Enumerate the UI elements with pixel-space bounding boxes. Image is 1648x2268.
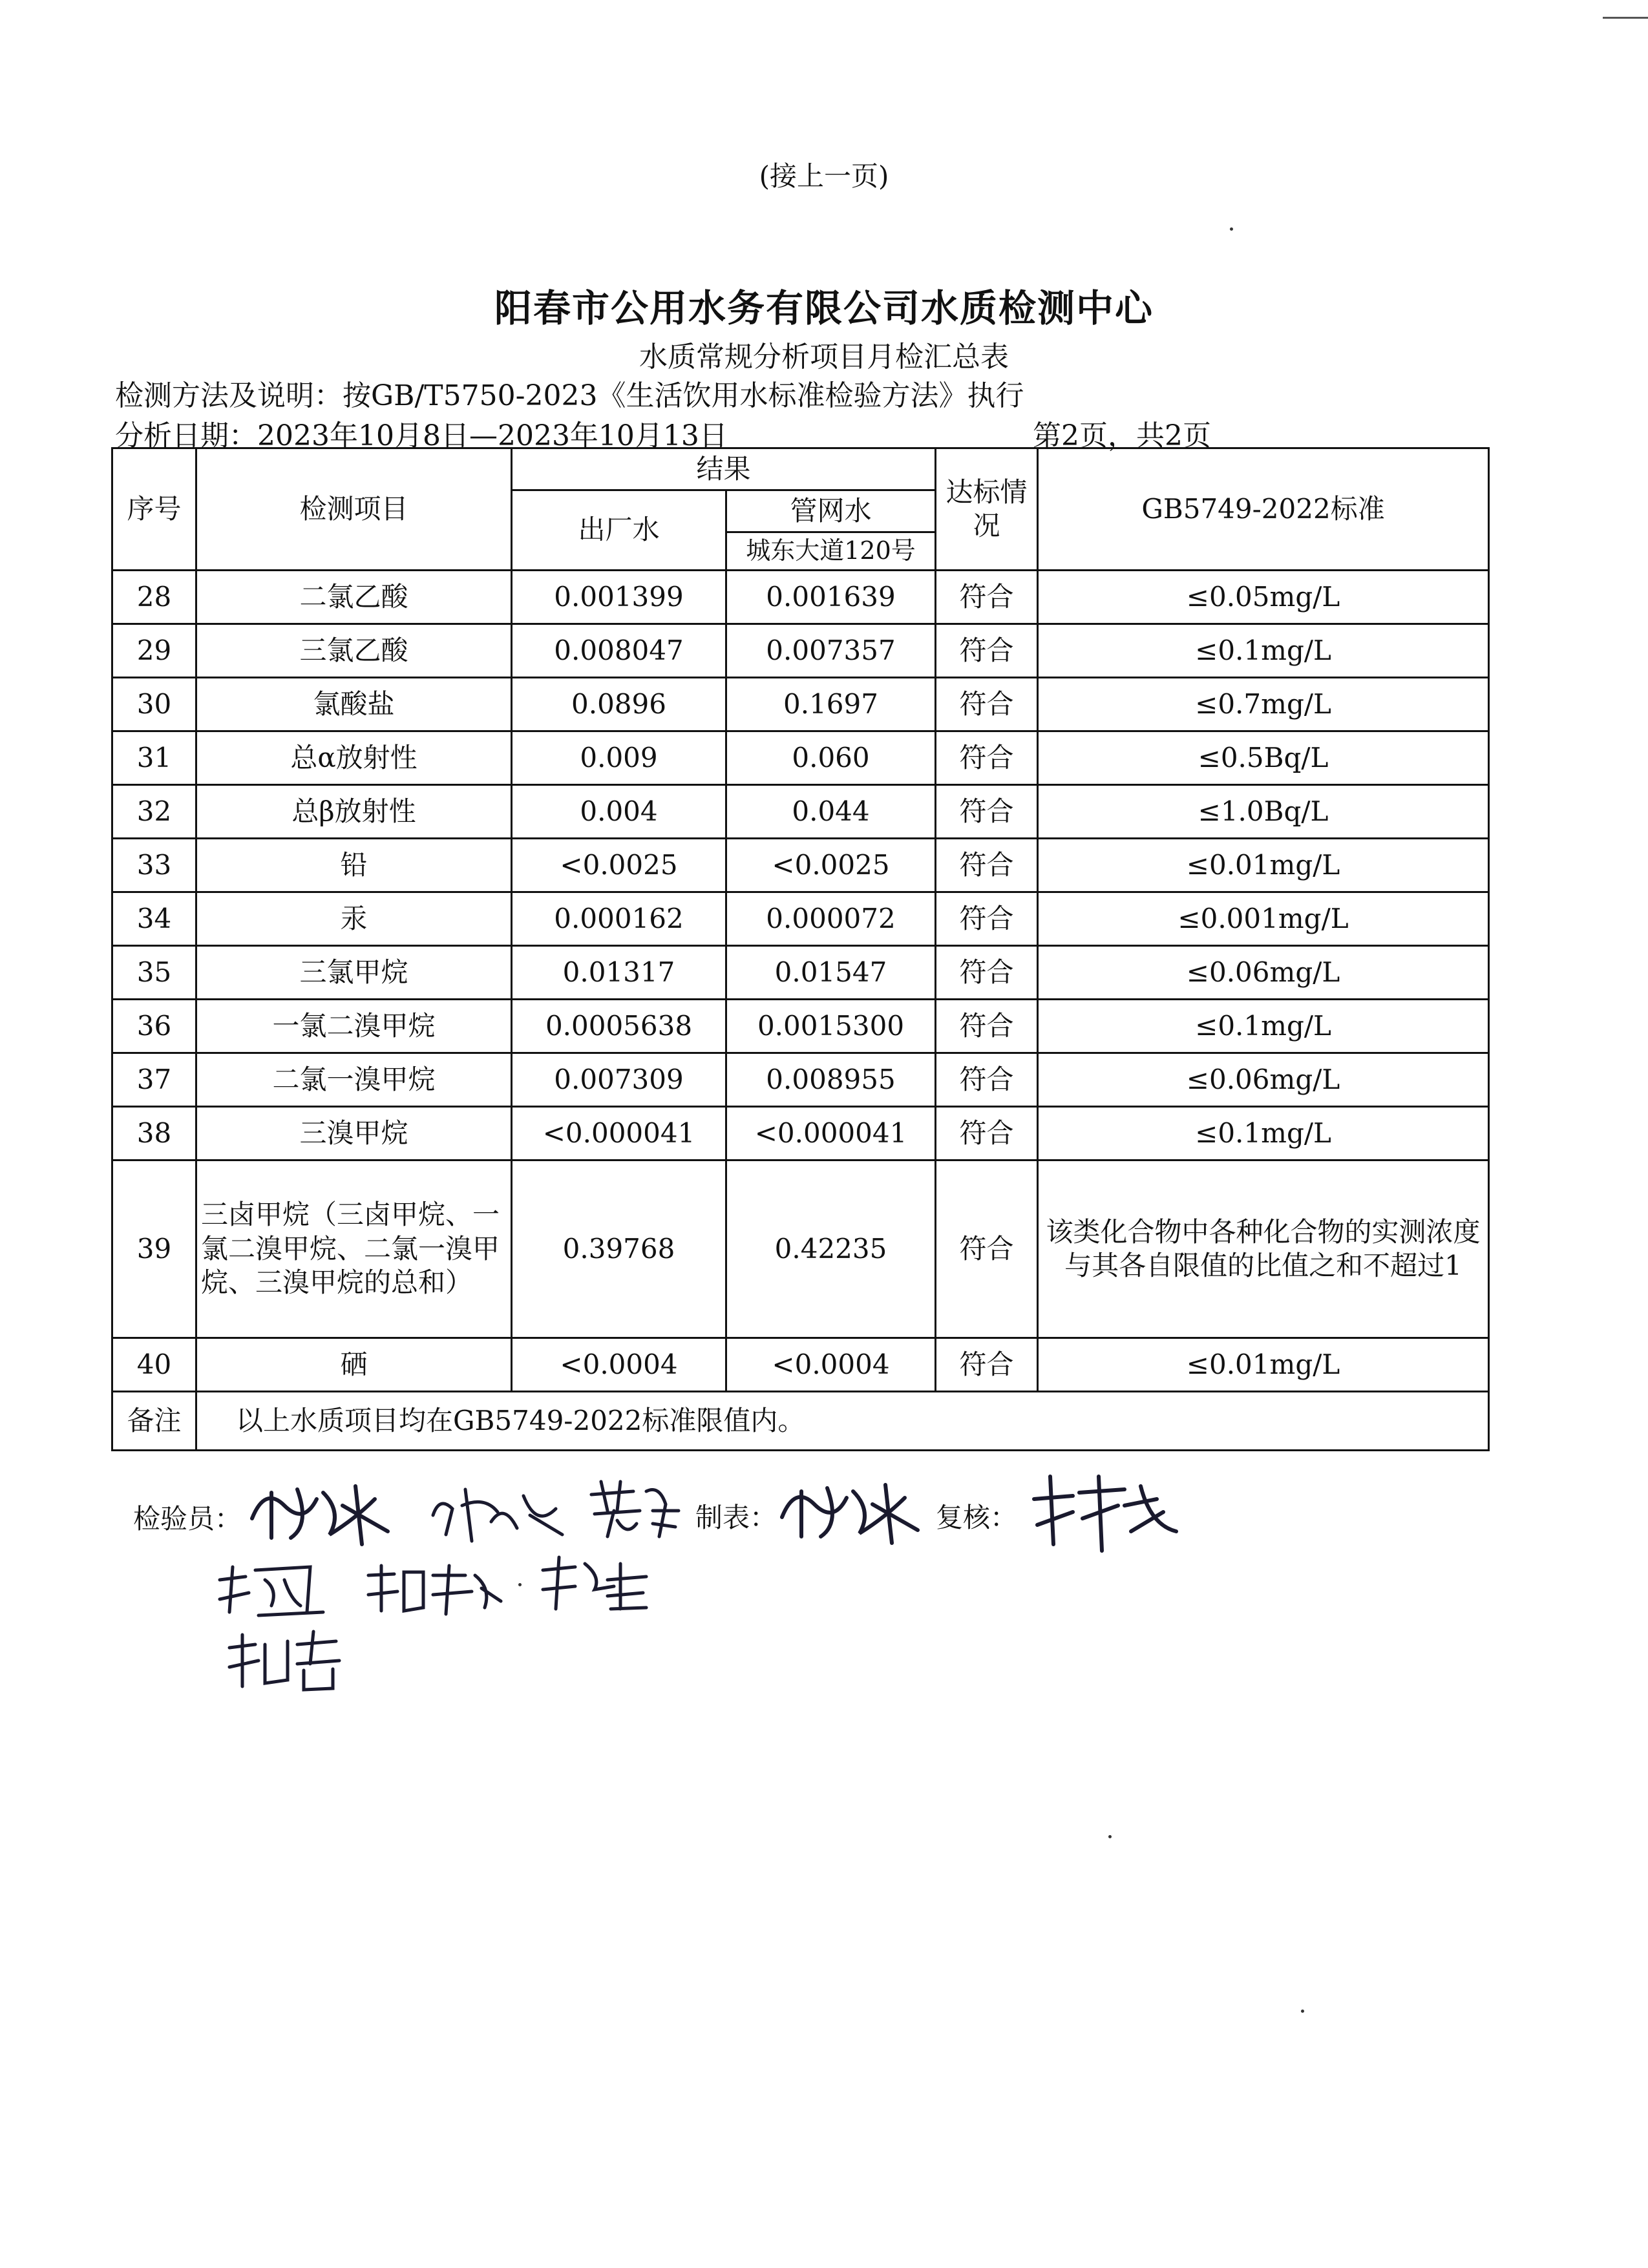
table-row — [112, 678, 1489, 731]
cell-factory-value: 0.009 — [512, 731, 726, 785]
inspector-label: 检验员： — [133, 1503, 242, 1535]
cell-factory-value: 0.008047 — [512, 624, 726, 678]
cell-standard: ≤0.1mg/L — [1038, 624, 1489, 678]
header-pipe-location: 城东大道120号 — [726, 532, 936, 571]
cell-factory-value: 0.01317 — [512, 946, 726, 1000]
cell-compliance: 符合 — [936, 839, 1038, 892]
dot-mark — [518, 1583, 522, 1586]
cell-factory-value: <0.0025 — [512, 839, 726, 892]
handwritten-signature — [536, 1551, 653, 1615]
table-row — [112, 1053, 1489, 1107]
table-row — [112, 892, 1489, 946]
cell-item: 硒 — [196, 1338, 512, 1392]
handwritten-signature — [246, 1473, 401, 1551]
page-title: 阳春市公用水务有限公司水质检测中心 — [494, 286, 1154, 330]
cell-factory-value: <0.000041 — [512, 1107, 726, 1160]
cell-pipe-value: <0.0025 — [726, 839, 936, 892]
cell-compliance: 符合 — [936, 1000, 1038, 1053]
continued-note: (接上一页) — [759, 160, 889, 192]
cell-standard: ≤0.06mg/L — [1038, 946, 1489, 1000]
cell-pipe-value: 0.1697 — [726, 678, 936, 731]
results-table — [111, 447, 1490, 1451]
cell-factory-value: <0.0004 — [512, 1338, 726, 1392]
cell-seq: 38 — [112, 1107, 196, 1160]
handwritten-signature — [213, 1554, 336, 1625]
cell-item: 总β放射性 — [196, 785, 512, 839]
cell-compliance: 符合 — [936, 1160, 1038, 1338]
table-row — [112, 731, 1489, 785]
cell-compliance: 符合 — [936, 624, 1038, 678]
cell-seq: 39 — [112, 1160, 196, 1338]
handwritten-signature — [223, 1625, 352, 1696]
cell-standard: ≤0.7mg/L — [1038, 678, 1489, 731]
page-subtitle: 水质常规分析项目月检汇总表 — [639, 341, 1009, 373]
cell-seq: 32 — [112, 785, 196, 839]
cell-pipe-value: 0.42235 — [726, 1160, 936, 1338]
cell-pipe-value: 0.007357 — [726, 624, 936, 678]
cell-compliance: 符合 — [936, 946, 1038, 1000]
header-standard: GB5749-2022标准 — [1038, 448, 1489, 571]
cell-pipe-value: 0.044 — [726, 785, 936, 839]
cell-pipe-value: 0.001639 — [726, 571, 936, 624]
header-compliance: 达标情况 — [936, 448, 1038, 571]
header-row — [112, 448, 1489, 490]
cell-factory-value: 0.0896 — [512, 678, 726, 731]
cell-compliance: 符合 — [936, 1053, 1038, 1107]
scan-speck — [1108, 1835, 1112, 1838]
notes-row — [112, 1392, 1489, 1451]
cell-item: 三溴甲烷 — [196, 1107, 512, 1160]
cell-seq: 37 — [112, 1053, 196, 1107]
cell-pipe-value: <0.000041 — [726, 1107, 936, 1160]
cell-pipe-value: 0.008955 — [726, 1053, 936, 1107]
cell-standard: ≤1.0Bq/L — [1038, 785, 1489, 839]
cell-item: 汞 — [196, 892, 512, 946]
cell-seq: 34 — [112, 892, 196, 946]
cell-compliance: 符合 — [936, 678, 1038, 731]
cell-standard: ≤0.06mg/L — [1038, 1053, 1489, 1107]
cell-factory-value: 0.000162 — [512, 892, 726, 946]
header-factory: 出厂水 — [512, 490, 726, 571]
table-row — [112, 1338, 1489, 1392]
cell-standard: ≤0.01mg/L — [1038, 1338, 1489, 1392]
table-row — [112, 1107, 1489, 1160]
table-row — [112, 839, 1489, 892]
handwritten-signature — [776, 1472, 931, 1549]
cell-compliance: 符合 — [936, 731, 1038, 785]
header-pipe: 管网水 — [726, 490, 936, 532]
cell-seq: 30 — [112, 678, 196, 731]
cell-factory-value: 0.001399 — [512, 571, 726, 624]
cell-factory-value: 0.39768 — [512, 1160, 726, 1338]
cell-pipe-value: 0.060 — [726, 731, 936, 785]
cell-item: 三氯乙酸 — [196, 624, 512, 678]
header-result: 结果 — [512, 448, 936, 490]
cell-seq: 33 — [112, 839, 196, 892]
handwritten-signature — [582, 1472, 685, 1543]
cell-factory-value: 0.0005638 — [512, 1000, 726, 1053]
header-seq: 序号 — [112, 448, 196, 571]
cell-item: 三卤甲烷（三卤甲烷、一氯二溴甲烷、二氯一溴甲烷、三溴甲烷的总和） — [196, 1160, 512, 1338]
cell-compliance: 符合 — [936, 892, 1038, 946]
table-row — [112, 1000, 1489, 1053]
cell-seq: 40 — [112, 1338, 196, 1392]
page-info: 第2页，共2页 — [1033, 419, 1211, 452]
cell-compliance: 符合 — [936, 785, 1038, 839]
cell-seq: 31 — [112, 731, 196, 785]
method-note: 检测方法及说明：按GB/T5750-2023《生活饮用水标准检验方法》执行 — [115, 379, 1024, 412]
cell-standard: ≤0.5Bq/L — [1038, 731, 1489, 785]
cell-item: 总α放射性 — [196, 731, 512, 785]
header-item: 检测项目 — [196, 448, 512, 571]
cell-factory-value: 0.007309 — [512, 1053, 726, 1107]
cell-standard: ≤0.1mg/L — [1038, 1107, 1489, 1160]
cell-seq: 29 — [112, 624, 196, 678]
cell-standard: ≤0.1mg/L — [1038, 1000, 1489, 1053]
cell-compliance: 符合 — [936, 571, 1038, 624]
table-row — [112, 1160, 1489, 1338]
cell-pipe-value: <0.0004 — [726, 1338, 936, 1392]
notes-label: 备注 — [112, 1392, 196, 1451]
table-row — [112, 785, 1489, 839]
table-row — [112, 946, 1489, 1000]
scan-speck — [1301, 2010, 1304, 2013]
notes-text: 以上水质项目均在GB5749-2022标准限值内。 — [196, 1392, 1489, 1451]
cell-seq: 35 — [112, 946, 196, 1000]
handwritten-signature — [427, 1476, 569, 1548]
table-row — [112, 624, 1489, 678]
cell-standard: ≤0.001mg/L — [1038, 892, 1489, 946]
cell-item: 二氯一溴甲烷 — [196, 1053, 512, 1107]
scan-speck — [1230, 227, 1233, 231]
handwritten-signature — [362, 1556, 504, 1621]
cell-factory-value: 0.004 — [512, 785, 726, 839]
table-row — [112, 571, 1489, 624]
cell-pipe-value: 0.000072 — [726, 892, 936, 946]
cell-standard: 该类化合物中各种化合物的实测浓度与其各自限值的比值之和不超过1 — [1038, 1160, 1489, 1338]
cell-standard: ≤0.05mg/L — [1038, 571, 1489, 624]
cell-seq: 36 — [112, 1000, 196, 1053]
cell-pipe-value: 0.0015300 — [726, 1000, 936, 1053]
cell-pipe-value: 0.01547 — [726, 946, 936, 1000]
reviewer-label: 复核： — [936, 1502, 1018, 1533]
cell-item: 二氯乙酸 — [196, 571, 512, 624]
scan-edge-mark — [1603, 17, 1648, 19]
cell-item: 三氯甲烷 — [196, 946, 512, 1000]
cell-item: 铅 — [196, 839, 512, 892]
cell-standard: ≤0.01mg/L — [1038, 839, 1489, 892]
cell-compliance: 符合 — [936, 1107, 1038, 1160]
handwritten-signature — [1028, 1467, 1183, 1557]
cell-seq: 28 — [112, 571, 196, 624]
cell-item: 一氯二溴甲烷 — [196, 1000, 512, 1053]
analysis-date: 分析日期：2023年10月8日—2023年10月13日 — [115, 419, 728, 452]
cell-compliance: 符合 — [936, 1338, 1038, 1392]
prepared-label: 制表： — [695, 1502, 777, 1533]
cell-item: 氯酸盐 — [196, 678, 512, 731]
